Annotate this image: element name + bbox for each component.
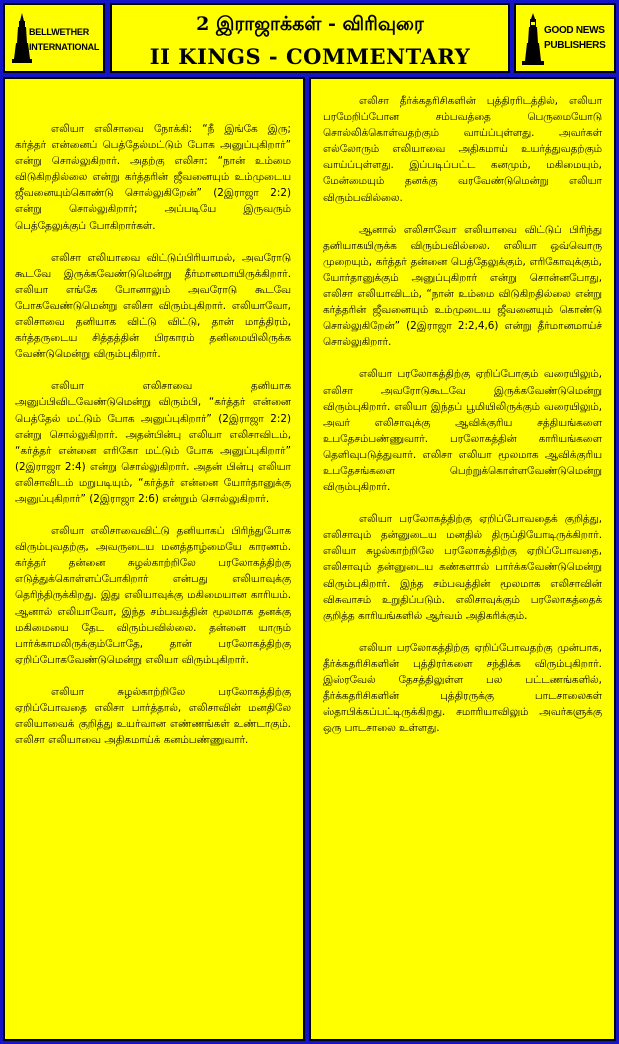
paragraph: எலிசா தீர்க்கதரிசிகளின் புத்திரரிடத்தில், எலியா பரமேறிப்போன சம்பவத்தை பெருமையோடு சொல்லிக்கொள்வதற்கும் வாய்ப்புள்ளது. அவர்கள் எல்லோரும் எலியாவை அதிகமாய் உயர்த்துவதற்கும் வாய்ப்புள்ளது. இப்படிப்பட்ட கனமும், மகிமையும், மேன்மையும் தனக்கு வரவேண்டுமென்று எலியா விரும்பவில்லை. (323, 95, 602, 204)
page-title-tamil: 2 இராஜாக்கள் - விரிவுரை (196, 13, 424, 35)
publisher-name-right: GOOD NEWS PUBLISHERS (544, 25, 606, 51)
paragraph: எலியா எலிசாவைவிட்டு தனியாகப் பிரிந்துபோக விரும்புவதற்கு, அவருடைய மனத்தாழ்மையே காரணம். கர்த்தர் தன்னை சுழல்காற்றிலே பரலோகத்திற்கு எடுத்துக்கொள்ளப்போகிறார் என்பது எலியாவுக்கு தெரிந்திருக்கிறது. இது எலியாவுக்கு மகிமையான காரியம். ஆனால் எலியாவோ, இந்த சம்பவத்தின் மூலமாக தனக்கு மகிமையை தேட விரும்பவில்லை. தன்னை யாரும் பார்க்காமலிருக்கும்போதே, தான் பரலோகத்திற்கு ஏறிப்போகவேண்டுமென்று எலியா விரும்புகிறார். (15, 525, 291, 666)
paragraph: எலியா எலிசாவை தனியாக அனுப்பிவிடவேண்டுமென்று விரும்பி, “கர்த்தர் என்னை பெத்தேல் மட்டும் போக அனுப்புகிறார்” (2இராஜா 2:2) என்று சொல்லுகிறார். அதன்பின்பு எலியா எலிசாவிடம், “கர்த்தர் என்னை எரிகோ மட்டும் போக அனுப்புகிறார்” (2இராஜா 2:4) என்று சொல்லுகிறார். அதன் பின்பு எலியா எலிசாவிடம் மறுபடியும், “கர்த்தர் என்னை யோர்தானுக்கு அனுப்புகிறார்” (2இராஜா 2:6) என்றும் சொல்லுகிறார். (15, 380, 291, 505)
tower-logo-icon (522, 13, 544, 65)
publisher-name-left: BELLWETHER INTERNATIONAL (29, 27, 100, 52)
title-box (110, 3, 510, 73)
page-title-english: II KINGS - COMMENTARY (149, 44, 471, 69)
left-column (3, 77, 305, 1041)
paragraph: எலியா பரலோகத்திற்கு ஏறிப்போவதற்கு முன்பாக, தீர்க்கதரிசிகளின் புத்திரர்களை சந்திக்க விரும்புகிறார். இஸ்ரவேல் தேசத்திலுள்ள பல பட்டணங்களில், தீர்க்கதரிசிகளின் புத்திரருக்கு பாடசாலைகள் ஸ்தாபிக்கப்பட்டிருக்கிறது. சமாரியாவிலும் அவர்களுக்கு ஒரு பாடசாலை உள்ளது. (323, 641, 602, 735)
paragraph: எலியா பரலோகத்திற்கு ஏறிப்போவதைக் குறித்து, எலிசாவும் தன்னுடைய மனதில் திருப்தியோடிருக்கிறார். எலியா சுழல்காற்றிலே பரலோகத்திற்கு ஏறிப்போவதை, எலிசாவும் தன்னுடைய கண்களால் பார்க்கவேண்டுமென்று விரும்புகிறார். இந்த சம்பவத்தின் மூலமாக எலிசாவின் விசுவாசம் உறுதிப்படும். எலிசாவுக்கும் பரலோகத்தைக் குறித்த காரியங்களில் ஆர்வம் அதிகரிக்கும். (323, 513, 602, 622)
right-column (309, 77, 616, 1041)
paragraph: எலிசா எலியாவை விட்டுப்பிரியாமல், அவரோடு கூடவே இருக்கவேண்டுமென்று தீர்மானமாயிருக்கிறார். எலியா எங்கே போனாலும் அவரோடு கூடவே போகவேண்டுமென்று எலிசா விரும்புகிறார். எலியாவோ, எலிசாவை தனியாக விட்டு விட்டு, தான் மாத்திரம், கர்த்தருடைய சித்தத்தின் பிரகாரம் தனிமையிலிருக்க வேண்டுமென்று விரும்புகிறார். (15, 251, 291, 361)
paragraph: எலியா பரலோகத்திற்கு ஏறிப்போகும் வரையிலும், எலிசா அவரோடுகூடவே இருக்கவேண்டுமென்று விரும்புகிறார். எலியா இந்தப் பூமியிலிருக்கும் வரையிலும், அவர் எலிசாவுக்கு ஆவிக்குரிய சத்தியங்களை உபதேசம்பண்ணுவார். பரலோகத்தின் காரியங்களை தெளிவுபடுத்துவார். எலிசா எலியா மூலமாக ஆவிக்குரிய உபதேசங்களை பெற்றுக்கொள்ளவேண்டுமென்று விரும்புகிறார். (323, 368, 602, 494)
paragraph: எலியா எலிசாவை நோக்கி: “நீ இங்கே இரு; கர்த்தர் என்னைப் பெத்தேல்மட்டும் போக அனுப்புகிறார்” என்று சொல்லுகிறார். அதற்கு எலிசா: “நான் உம்மை விடுகிறதில்லை என்று கர்த்தரின் ஜீவனையும் உம்முடைய ஜீவனையும்கொண்டு சொல்லுகிறேன்” (2இராஜா 2:2) என்று சொல்லுகிறார்; அப்படியே இருவரும் பெத்தேலுக்குப் போகிறார்கள். (15, 123, 291, 232)
paragraph: எலியா சுழல்காற்றிலே பரலோகத்திற்கு ஏறிப்போவதை எலிசா பார்த்தால், எலிசாவின் மனதிலே எலியாவைக் குறித்து உயர்வான எண்ணங்கள் உண்டாகும். எலிசா எலியாவை அதிகமாய்க் கனம்பண்ணுவார். (15, 685, 291, 747)
good-news-logo (514, 3, 616, 73)
bellwether-logo (3, 3, 105, 73)
paragraph: ஆனால் எலிசாவோ எலியாவை விட்டுப் பிரிந்து தனியாகயிருக்க விரும்பவில்லை. எலியா ஒவ்வொரு முறையும், கர்த்தர் தன்னை பெத்தேலுக்கும், எரிகோவுக்கும், யோர்தானுக்கும் அனுப்புகிறார் என்று சொன்னபோது, எலிசா எலியாவிடம், “நான் உம்மை விடுகிறதில்லை என்று கர்த்தரின் ஜீவனையும் உம்முடைய ஜீவனையும் கொண்டு சொல்லுகிறேன்” (2இராஜா 2:2,4,6) என்று தீர்மானமாய்ச் சொல்லுகிறார். (323, 223, 602, 349)
